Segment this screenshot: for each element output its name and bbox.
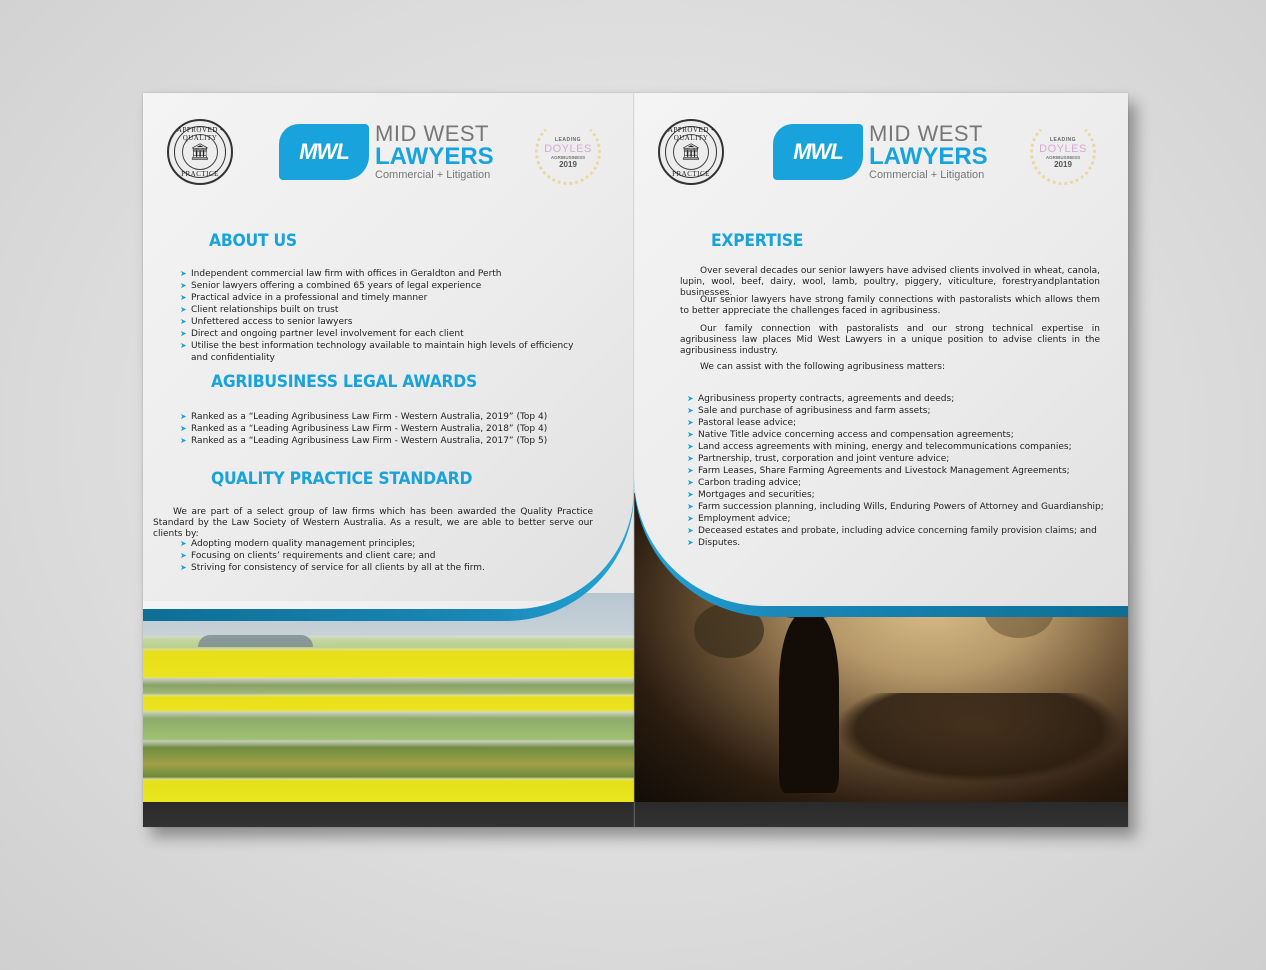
list-item: ➤ Agribusiness property contracts, agreements and deeds; — [687, 393, 1107, 405]
left-page — [143, 93, 634, 827]
list-item: ➤ Sale and purchase of agribusiness and farm assets; — [687, 405, 1107, 417]
laurel-wreath-icon — [535, 119, 601, 185]
laurel-wreath-icon — [1030, 119, 1096, 185]
right-page — [634, 93, 1128, 827]
expertise-para-3: Our family connection with pastoralists and our strong technical expertise in agribusiness law places Mid West Lawyers in a unique position to advise clients in the agribusiness industry. — [680, 324, 1100, 356]
list-item: ➤ Direct and ongoing partner level involvement for each client — [180, 328, 575, 340]
brochure-spread — [143, 93, 1128, 827]
list-item: ➤ Ranked as a “Leading Agribusiness Law Firm - Western Australia, 2019” (Top 4) — [180, 411, 610, 423]
list-item: ➤ Pastoral lease advice; — [687, 417, 1107, 429]
list-item: ➤ Unfettered access to senior lawyers — [180, 316, 575, 328]
logo-mark: MWL — [773, 124, 863, 180]
quality-heading: QUALITY PRACTICE STANDARD — [211, 469, 473, 489]
logo-line1: MID WEST — [375, 121, 489, 146]
list-item: ➤ Focusing on clients’ requirements and client care; and — [180, 550, 580, 562]
list-item: ➤ Ranked as a “Leading Agribusiness Law Firm - Western Australia, 2018” (Top 4) — [180, 423, 610, 435]
logo-line1: MID WEST — [869, 121, 983, 146]
doyles-award-badge: LEADING DOYLES AGRIBUSINESS 2019 — [1028, 117, 1098, 189]
list-item: ➤ Senior lawyers offering a combined 65 years of legal experience — [180, 280, 575, 292]
doyles-award-badge: LEADING DOYLES AGRIBUSINESS 2019 — [533, 117, 603, 189]
mesa-hill — [198, 635, 313, 647]
expertise-para-2: Our senior lawyers have strong family connections with pastoralists which allows them to better appreciate the challenges faced in agribusiness. — [680, 295, 1100, 316]
logo-mark: MWL — [279, 124, 369, 180]
seal-top-text: APPROVED • QUALITY — [176, 126, 224, 142]
list-item: ➤ Client relationships built on trust — [180, 304, 575, 316]
mwl-logo — [279, 123, 494, 181]
mwl-logo — [773, 123, 988, 181]
rider-silhouette — [779, 613, 839, 793]
quality-practice-seal — [167, 119, 233, 185]
page-header — [143, 117, 634, 187]
quality-list — [180, 538, 580, 574]
cattle-herd — [834, 693, 1124, 783]
expertise-para-1: Over several decades our senior lawyers have advised clients involved in wheat, canola, lupin, wool, beef, dairy, wool, lamb, poultry, piggery, viticulture, forestryandplantation businesses. — [680, 266, 1100, 298]
list-item: ➤ Farm Leases, Share Farming Agreements and Livestock Management Agreements; — [687, 465, 1107, 477]
quality-practice-seal — [658, 119, 724, 185]
about-us-list — [180, 268, 575, 364]
canola-fields-photo — [143, 593, 634, 802]
list-item: ➤ Deceased estates and probate, including advice concerning family provision claims; and — [687, 525, 1107, 537]
list-item: ➤ Disputes. — [687, 537, 1107, 549]
list-item: ➤ Independent commercial law firm with offices in Geraldton and Perth — [180, 268, 575, 280]
bottom-bar — [143, 802, 634, 827]
awards-list — [180, 411, 610, 447]
list-item: ➤ Ranked as a “Leading Agribusiness Law Firm - Western Australia, 2017” (Top 5) — [180, 435, 610, 447]
list-item: ➤ Practical advice in a professional and timely manner — [180, 292, 575, 304]
list-item: ➤ Carbon trading advice; — [687, 477, 1107, 489]
quality-intro: We are part of a select group of law firms which has been awarded the Quality Practice Standard by the Law Society of Western Australia. As a result, we are able to better serve our clients by: — [153, 507, 593, 539]
logo-tagline: Commercial + Litigation — [375, 169, 491, 181]
list-item: ➤ Partnership, trust, corporation and joint venture advice; — [687, 453, 1107, 465]
expertise-heading: EXPERTISE — [711, 231, 804, 251]
center-fold — [633, 93, 635, 827]
about-us-heading: ABOUT US — [209, 231, 297, 251]
list-item: ➤ Farm succession planning, including Wills, Enduring Powers of Attorney and Guardianship; — [687, 501, 1107, 513]
seal-top-text: APPROVED • QUALITY — [667, 126, 715, 142]
seal-bottom-text: PRACTICE — [672, 170, 710, 178]
awards-heading: AGRIBUSINESS LEGAL AWARDS — [211, 372, 478, 392]
list-item: ➤ Land access agreements with mining, energy and telecommunications companies; — [687, 441, 1107, 453]
list-item: ➤ Utilise the best information technology available to maintain high levels of efficiency and confidentiality — [180, 340, 575, 364]
expertise-para-4: We can assist with the following agribusiness matters: — [700, 362, 945, 372]
list-item: ➤ Mortgages and securities; — [687, 489, 1107, 501]
logo-line2: LAWYERS — [869, 143, 988, 170]
seal-bottom-text: PRACTICE — [181, 170, 219, 178]
bottom-bar — [634, 802, 1128, 827]
courthouse-scales-icon: 🏛 — [189, 144, 211, 161]
courthouse-scales-icon: 🏛 — [680, 144, 702, 161]
list-item: ➤ Adopting modern quality management principles; — [180, 538, 580, 550]
list-item: ➤ Native Title advice concerning access and compensation agreements; — [687, 429, 1107, 441]
page-header — [634, 117, 1128, 187]
list-item: ➤ Striving for consistency of service for all clients by all at the firm. — [180, 562, 580, 574]
logo-tagline: Commercial + Litigation — [869, 169, 985, 181]
logo-line2: LAWYERS — [375, 143, 494, 170]
list-item: ➤ Employment advice; — [687, 513, 1107, 525]
agribusiness-matters-list — [687, 393, 1107, 549]
